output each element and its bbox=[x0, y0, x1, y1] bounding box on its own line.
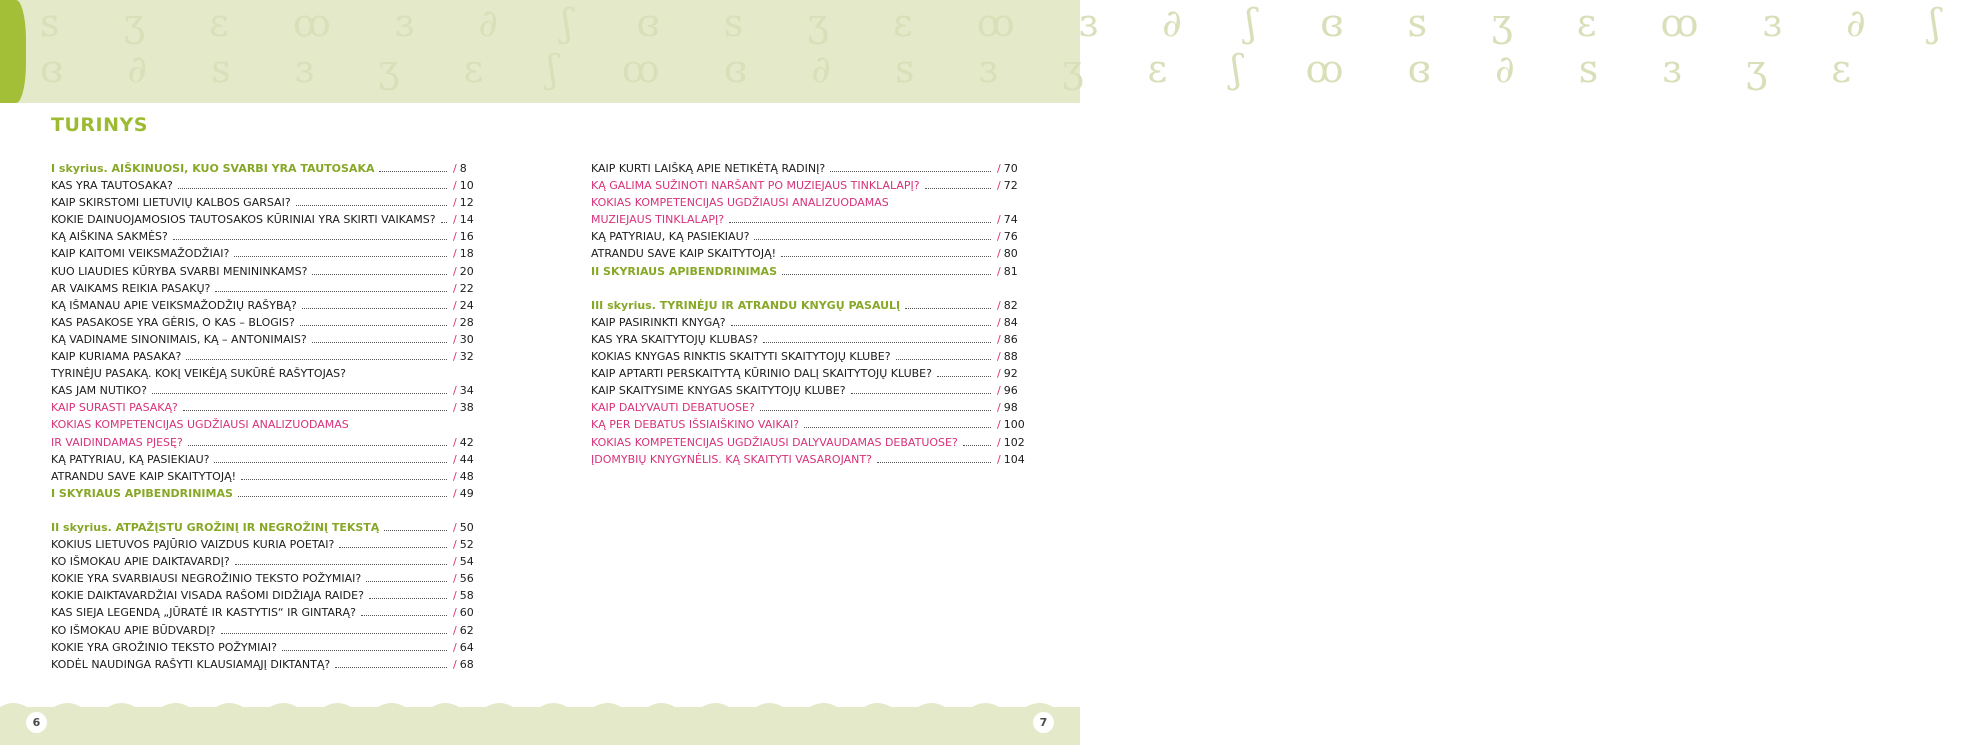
toc-page-number bbox=[997, 263, 1025, 280]
page-number-value: 86 bbox=[1003, 332, 1018, 346]
page-number-value: 64 bbox=[459, 640, 474, 654]
page-number-value: 104 bbox=[1003, 452, 1025, 466]
page-separator: / bbox=[453, 589, 457, 603]
page-number-value: 30 bbox=[459, 332, 474, 346]
toc-entry-title: KĄ VADINAME SINONIMAIS, KĄ – ANTONIMAIS? bbox=[51, 332, 307, 346]
toc-entry[interactable] bbox=[591, 297, 1025, 314]
page-number-value: 56 bbox=[459, 572, 474, 586]
toc-entry[interactable] bbox=[51, 245, 481, 262]
toc-entry[interactable] bbox=[51, 604, 481, 621]
toc-entry[interactable] bbox=[51, 365, 481, 382]
toc-entry-title: I skyrius. AIŠKINUOSI, KUO SVARBI YRA TAUTOSAKA bbox=[51, 162, 375, 175]
toc-page-number bbox=[453, 434, 481, 451]
page-number-value: 34 bbox=[459, 384, 474, 398]
toc-dot-leader bbox=[178, 180, 447, 189]
toc-page-number bbox=[453, 331, 481, 348]
toc-page-number bbox=[453, 160, 481, 177]
toc-page-number bbox=[453, 485, 481, 502]
toc-page-number bbox=[997, 160, 1025, 177]
toc-entry-title: KAIP KURIAMA PASAKA? bbox=[51, 350, 182, 364]
page-number-value: 74 bbox=[1003, 213, 1018, 227]
toc-entry[interactable] bbox=[51, 348, 481, 365]
toc-entry[interactable] bbox=[51, 656, 481, 673]
page-separator: / bbox=[453, 640, 457, 654]
page-separator: / bbox=[453, 435, 457, 449]
toc-entry-title: KĄ PATYRIAU, KĄ PASIEKIAU? bbox=[591, 230, 750, 244]
page-separator: / bbox=[997, 315, 1001, 329]
toc-dot-leader bbox=[754, 231, 991, 240]
toc-page-number bbox=[997, 434, 1025, 451]
toc-entry-title: KOKIUS LIETUVOS PAJŪRIO VAIZDUS KURIA POETAI? bbox=[51, 538, 335, 552]
toc-entry-title: KAS YRA SKAITYTOJŲ KLUBAS? bbox=[591, 332, 759, 346]
toc-entry-title: KAIP SURASTI PASAKĄ? bbox=[51, 401, 178, 415]
page-separator: / bbox=[453, 315, 457, 329]
page-separator: / bbox=[453, 350, 457, 364]
toc-entry[interactable] bbox=[591, 416, 1025, 433]
page-number-value: 44 bbox=[459, 452, 474, 466]
toc-left-column bbox=[51, 160, 481, 673]
toc-dot-leader bbox=[234, 248, 447, 257]
page-separator: / bbox=[453, 332, 457, 346]
toc-entry[interactable] bbox=[51, 228, 481, 245]
toc-entry[interactable] bbox=[51, 536, 481, 553]
page-number-value: 24 bbox=[459, 298, 474, 312]
toc-entry[interactable] bbox=[591, 399, 1025, 416]
page-number-value: 96 bbox=[1003, 384, 1018, 398]
toc-dot-leader bbox=[241, 471, 447, 480]
toc-entry[interactable] bbox=[51, 399, 481, 416]
toc-dot-leader bbox=[963, 437, 991, 446]
page-separator: / bbox=[453, 179, 457, 193]
chapter-side-tab bbox=[0, 0, 26, 103]
page-number-value: 12 bbox=[459, 196, 474, 210]
toc-page-number bbox=[453, 536, 481, 553]
page-separator: / bbox=[453, 247, 457, 261]
toc-entry-title: AR VAIKAMS REIKIA PASAKŲ? bbox=[51, 281, 211, 295]
toc-entry-title: ATRANDU SAVE KAIP SKAITYTOJĄ! bbox=[51, 469, 237, 483]
page-separator: / bbox=[997, 401, 1001, 415]
toc-page-number bbox=[997, 365, 1025, 382]
toc-page-number bbox=[997, 228, 1025, 245]
page-separator: / bbox=[453, 606, 457, 620]
toc-page-number bbox=[453, 519, 481, 536]
toc-dot-leader bbox=[896, 351, 991, 360]
toc-page-number bbox=[997, 399, 1025, 416]
toc-entry-title: KO IŠMOKAU APIE DAIKTAVARDĮ? bbox=[51, 555, 230, 569]
page-separator: / bbox=[997, 418, 1001, 432]
toc-entry[interactable] bbox=[591, 314, 1025, 331]
toc-page-number bbox=[453, 314, 481, 331]
toc-dot-leader bbox=[851, 385, 991, 394]
toc-dot-leader bbox=[186, 351, 447, 360]
toc-page-number bbox=[997, 382, 1025, 399]
toc-page-number bbox=[453, 297, 481, 314]
toc-entry[interactable] bbox=[51, 622, 481, 639]
toc-dot-leader bbox=[173, 231, 447, 240]
page-number-value: 76 bbox=[1003, 230, 1018, 244]
toc-entry-title: KĄ PER DEBATUS IŠSIAIŠKINO VAIKAI? bbox=[591, 418, 800, 432]
page-number-value: 80 bbox=[1003, 247, 1018, 261]
toc-entry-title: ĮDOMYBIŲ KNYGYNĖLIS. KĄ SKAITYTI VASAROJANT? bbox=[591, 452, 872, 466]
page-separator: / bbox=[453, 298, 457, 312]
page-separator: / bbox=[997, 350, 1001, 364]
toc-dot-leader bbox=[282, 642, 447, 651]
page-separator: / bbox=[997, 332, 1001, 346]
toc-dot-leader bbox=[214, 454, 447, 463]
toc-entry[interactable] bbox=[51, 485, 481, 502]
page-separator: / bbox=[997, 264, 1001, 278]
page-number-value: 100 bbox=[1003, 418, 1025, 432]
page-separator: / bbox=[453, 196, 457, 210]
toc-entry[interactable] bbox=[51, 451, 481, 468]
page-number-value: 42 bbox=[459, 435, 474, 449]
toc-page-number bbox=[453, 553, 481, 570]
toc-page-number bbox=[453, 382, 481, 399]
toc-entry-title: KĄ GALIMA SUŽINOTI NARŠANT PO MUZIEJAUS TINKLALAPĮ? bbox=[591, 179, 920, 193]
toc-page-number bbox=[453, 177, 481, 194]
toc-dot-leader bbox=[354, 419, 447, 428]
page-separator: / bbox=[453, 469, 457, 483]
page-number-value: 14 bbox=[459, 213, 474, 227]
toc-dot-leader bbox=[339, 539, 447, 548]
page-separator: / bbox=[997, 213, 1001, 227]
toc-dot-leader bbox=[731, 317, 991, 326]
toc-dot-leader bbox=[830, 163, 991, 172]
toc-dot-leader bbox=[804, 419, 991, 428]
toc-dot-leader bbox=[782, 266, 991, 275]
toc-entry-title: KAS JAM NUTIKO? bbox=[51, 384, 147, 398]
toc-entry[interactable] bbox=[591, 245, 1025, 262]
toc-dot-leader bbox=[296, 197, 447, 206]
page-separator: / bbox=[453, 230, 457, 244]
page-number-value: 18 bbox=[459, 247, 474, 261]
page-number-value: 98 bbox=[1003, 401, 1018, 415]
toc-entry-title: KOKIAS KNYGAS RINKTIS SKAITYTI SKAITYTOJŲ KLUBE? bbox=[591, 350, 891, 364]
toc-entry-title: KOKIAS KOMPETENCIJAS UGDŽIAUSI ANALIZUODAMAS bbox=[591, 196, 889, 210]
toc-page-number bbox=[453, 348, 481, 365]
page-number-value: 16 bbox=[459, 230, 474, 244]
toc-entry-title: KOKIAS KOMPETENCIJAS UGDŽIAUSI DALYVAUDAMAS DEBATUOSE? bbox=[591, 435, 958, 449]
page-number-value: 10 bbox=[459, 179, 474, 193]
page-number-value: 58 bbox=[459, 589, 474, 603]
toc-dot-leader bbox=[188, 437, 447, 446]
toc-page-number bbox=[997, 416, 1025, 433]
toc-page-number bbox=[997, 314, 1025, 331]
toc-dot-leader bbox=[183, 402, 447, 411]
toc-dot-leader bbox=[302, 300, 447, 309]
toc-entry[interactable] bbox=[591, 211, 1025, 228]
toc-dot-leader bbox=[729, 214, 991, 223]
toc-entry-title: KOKIE YRA GROŽINIO TEKSTO POŽYMIAI? bbox=[51, 640, 277, 654]
toc-page-number bbox=[453, 587, 481, 604]
toc-dot-leader bbox=[235, 556, 447, 565]
toc-page-number bbox=[453, 280, 481, 297]
toc-page-number bbox=[997, 331, 1025, 348]
toc-page-number bbox=[453, 194, 481, 211]
toc-dot-leader bbox=[760, 402, 991, 411]
toc-entry[interactable] bbox=[51, 434, 481, 451]
toc-entry[interactable] bbox=[51, 570, 481, 587]
toc-entry[interactable] bbox=[591, 434, 1025, 451]
page-title: TURINYS bbox=[51, 114, 148, 136]
page-separator: / bbox=[453, 384, 457, 398]
page-number-value: 28 bbox=[459, 315, 474, 329]
page-number-value: 92 bbox=[1003, 367, 1018, 381]
toc-entry[interactable] bbox=[51, 211, 481, 228]
toc-page-number bbox=[453, 639, 481, 656]
toc-page-number bbox=[453, 656, 481, 673]
page-separator: / bbox=[997, 384, 1001, 398]
toc-entry-title: KOKIE YRA SVARBIAUSI NEGROŽINIO TEKSTO POŽYMIAI? bbox=[51, 572, 362, 586]
page-number-value: 50 bbox=[459, 520, 474, 534]
toc-dot-leader bbox=[361, 607, 447, 616]
toc-entry-title: KĄ IŠMANAU APIE VEIKSMAŽODŽIŲ RAŠYBĄ? bbox=[51, 298, 297, 312]
page-separator: / bbox=[453, 264, 457, 278]
page-number-value: 54 bbox=[459, 555, 474, 569]
toc-spacer bbox=[51, 502, 481, 519]
toc-entry[interactable] bbox=[51, 382, 481, 399]
toc-page-number bbox=[997, 177, 1025, 194]
toc-entry[interactable] bbox=[591, 194, 1025, 211]
toc-dot-leader bbox=[905, 300, 991, 309]
toc-page-number bbox=[997, 348, 1025, 365]
toc-page-number bbox=[453, 263, 481, 280]
page-number-value: 88 bbox=[1003, 350, 1018, 364]
toc-entry-title: TYRINĖJU PASAKĄ. KOKĮ VEIKĖJĄ SUKŪRĖ RAŠYTOJAS? bbox=[51, 367, 346, 381]
page-separator: / bbox=[453, 281, 457, 295]
toc-entry-title: KĄ AIŠKINA SAKMĖS? bbox=[51, 230, 168, 244]
toc-entry-title: II SKYRIAUS APIBENDRINIMAS bbox=[591, 264, 777, 278]
toc-page-number bbox=[997, 297, 1025, 314]
page-separator: / bbox=[997, 298, 1001, 312]
toc-page-number bbox=[453, 228, 481, 245]
page-number-value: 48 bbox=[459, 469, 474, 483]
toc-dot-leader bbox=[215, 283, 447, 292]
toc-entry[interactable] bbox=[51, 587, 481, 604]
toc-page-number bbox=[997, 211, 1025, 228]
toc-dot-leader bbox=[379, 163, 447, 172]
page-separator: / bbox=[997, 247, 1001, 261]
toc-page-number bbox=[997, 245, 1025, 262]
page-number-value: 81 bbox=[1003, 264, 1018, 278]
page-number-right: 7 bbox=[1033, 712, 1054, 733]
page-number-value: 70 bbox=[1003, 162, 1018, 175]
page-separator: / bbox=[997, 452, 1001, 466]
toc-dot-leader bbox=[781, 248, 991, 257]
toc-entry[interactable] bbox=[51, 314, 481, 331]
toc-entry[interactable] bbox=[591, 365, 1025, 382]
toc-dot-leader bbox=[369, 590, 447, 599]
page-separator: / bbox=[453, 520, 457, 534]
toc-entry-title: KOKIAS KOMPETENCIJAS UGDŽIAUSI ANALIZUODAMAS bbox=[51, 418, 349, 432]
toc-entry[interactable] bbox=[51, 263, 481, 280]
toc-page-number bbox=[453, 211, 481, 228]
page-separator: / bbox=[997, 179, 1001, 193]
page-separator: / bbox=[453, 572, 457, 586]
top-decorative-band bbox=[0, 0, 1966, 103]
toc-entry-title: KAS PASAKOSE YRA GĖRIS, O KAS – BLOGIS? bbox=[51, 315, 295, 329]
page-separator: / bbox=[453, 452, 457, 466]
toc-dot-leader bbox=[384, 522, 447, 531]
page-separator: / bbox=[997, 162, 1001, 175]
page-number-value: 82 bbox=[1003, 298, 1018, 312]
toc-dot-leader bbox=[221, 625, 447, 634]
toc-entry[interactable] bbox=[591, 263, 1025, 280]
toc-entry-title: II skyrius. ATPAŽĮSTU GROŽINĮ IR NEGROŽINĮ TEKSTĄ bbox=[51, 520, 380, 534]
toc-entry-title: III skyrius. TYRINĖJU IR ATRANDU KNYGŲ PASAULĮ bbox=[591, 298, 901, 312]
toc-page-number bbox=[453, 622, 481, 639]
toc-entry-title: KAIP KURTI LAIŠKĄ APIE NETIKĖTĄ RADINĮ? bbox=[591, 162, 826, 175]
page-number-value: 32 bbox=[459, 350, 474, 364]
toc-entry-title: I SKYRIAUS APIBENDRINIMAS bbox=[51, 486, 233, 500]
toc-dot-leader bbox=[300, 317, 447, 326]
page-separator: / bbox=[997, 367, 1001, 381]
toc-dot-leader bbox=[877, 454, 991, 463]
toc-entry[interactable] bbox=[51, 416, 481, 433]
toc-dot-leader bbox=[335, 659, 447, 668]
toc-page-number bbox=[453, 399, 481, 416]
toc-dot-leader bbox=[312, 334, 447, 343]
page-number-value: 72 bbox=[1003, 179, 1018, 193]
page-separator: / bbox=[453, 401, 457, 415]
toc-entry-title: KOKIE DAIKTAVARDŽIAI VISADA RAŠOMI DIDŽIĄJA RAIDE? bbox=[51, 589, 364, 603]
toc-entry[interactable] bbox=[51, 553, 481, 570]
bottom-decorative-band bbox=[0, 707, 1080, 745]
toc-entry-title: KAS YRA TAUTOSAKA? bbox=[51, 179, 173, 193]
page-number-value: 20 bbox=[459, 264, 474, 278]
toc-dot-leader bbox=[441, 214, 447, 223]
toc-dot-leader bbox=[937, 368, 991, 377]
toc-entry[interactable] bbox=[51, 468, 481, 485]
toc-entry[interactable] bbox=[51, 177, 481, 194]
toc-entry[interactable] bbox=[591, 451, 1025, 468]
page-number-value: 68 bbox=[459, 657, 474, 671]
toc-entry-title: KAIP APTARTI PERSKAITYTĄ KŪRINIO DALĮ SKAITYTOJŲ KLUBE? bbox=[591, 367, 932, 381]
page-number-value: 102 bbox=[1003, 435, 1025, 449]
page-number-value: 38 bbox=[459, 401, 474, 415]
toc-entry-title: KUO LIAUDIES KŪRYBA SVARBI MENININKAMS? bbox=[51, 264, 308, 278]
toc-dot-leader bbox=[366, 573, 447, 582]
toc-entry[interactable] bbox=[51, 160, 481, 177]
toc-entry[interactable] bbox=[51, 639, 481, 656]
toc-entry[interactable] bbox=[51, 280, 481, 297]
toc-dot-leader bbox=[152, 385, 447, 394]
toc-page-number bbox=[453, 604, 481, 621]
toc-entry-title: KODĖL NAUDINGA RAŠYTI KLAUSIAMĄJĮ DIKTANTĄ? bbox=[51, 657, 331, 671]
toc-page-number bbox=[453, 451, 481, 468]
toc-entry[interactable] bbox=[591, 382, 1025, 399]
page-separator: / bbox=[453, 657, 457, 671]
toc-page-number bbox=[453, 570, 481, 587]
toc-entry[interactable] bbox=[51, 519, 481, 536]
toc-entry[interactable] bbox=[591, 160, 1025, 177]
toc-dot-leader bbox=[925, 180, 991, 189]
page-number-value: 84 bbox=[1003, 315, 1018, 329]
page-separator: / bbox=[453, 213, 457, 227]
toc-entry-title: KAIP SKIRSTOMI LIETUVIŲ KALBOS GARSAI? bbox=[51, 196, 291, 210]
page-separator: / bbox=[997, 435, 1001, 449]
toc-entry-title: KOKIE DAINUOJAMOSIOS TAUTOSAKOS KŪRINIAI YRA SKIRTI VAIKAMS? bbox=[51, 213, 436, 227]
toc-dot-leader bbox=[351, 368, 447, 377]
letter-pattern-background: ꜱ ʒ ɛ ꝏ ɜ ∂ ʃ ɞ ꜱ ʒ ɛ ꝏ ɜ ∂ ʃ ɞ ꜱ ʒ ɛ ꝏ ɜ ∂ ʃ ɞ ∂ ꜱ ɜ ʒ ɛ ʃ ꝏ ɞ ∂ ꜱ ɜ ʒ ɛ ʃ ꝏ ɞ ∂ ꜱ ɜ ʒ ɛ bbox=[40, 1, 1966, 91]
page-separator: / bbox=[453, 623, 457, 637]
toc-entry-title: IR VAIDINDAMAS PJESĘ? bbox=[51, 435, 183, 449]
toc-dot-leader bbox=[763, 334, 991, 343]
page-number-value: 52 bbox=[459, 538, 474, 552]
page-separator: / bbox=[453, 486, 457, 500]
toc-entry[interactable] bbox=[591, 177, 1025, 194]
page-separator: / bbox=[453, 538, 457, 552]
toc-right-column bbox=[591, 160, 1025, 468]
toc-entry-title: ATRANDU SAVE KAIP SKAITYTOJĄ! bbox=[591, 247, 777, 261]
toc-entry-title: KAIP DALYVAUTI DEBATUOSE? bbox=[591, 401, 755, 415]
page-number-value: 22 bbox=[459, 281, 474, 295]
toc-entry-title: KAIP SKAITYSIME KNYGAS SKAITYTOJŲ KLUBE? bbox=[591, 384, 846, 398]
toc-dot-leader bbox=[238, 488, 447, 497]
toc-entry[interactable] bbox=[591, 228, 1025, 245]
toc-spacer bbox=[591, 280, 1025, 297]
toc-page-number bbox=[453, 245, 481, 262]
page-number-value: 60 bbox=[459, 606, 474, 620]
toc-entry[interactable] bbox=[51, 297, 481, 314]
toc-page-number bbox=[997, 451, 1025, 468]
page-number-value: 62 bbox=[459, 623, 474, 637]
page-separator: / bbox=[453, 555, 457, 569]
toc-dot-leader bbox=[312, 266, 447, 275]
toc-entry[interactable] bbox=[591, 331, 1025, 348]
toc-entry[interactable] bbox=[591, 348, 1025, 365]
toc-entry[interactable] bbox=[51, 331, 481, 348]
page-number-value: 8 bbox=[459, 162, 467, 175]
page-separator: / bbox=[997, 230, 1001, 244]
toc-entry-title: KAS SIEJA LEGENDĄ „JŪRATĖ IR KASTYTIS“ IR GINTARĄ? bbox=[51, 606, 356, 620]
toc-dot-leader bbox=[894, 197, 991, 206]
toc-entry-title: MUZIEJAUS TINKLALAPĮ? bbox=[591, 213, 725, 227]
toc-entry-title: KAIP KAITOMI VEIKSMAŽODŽIAI? bbox=[51, 247, 230, 261]
page-separator: / bbox=[453, 162, 457, 175]
toc-entry-title: KO IŠMOKAU APIE BŪDVARDĮ? bbox=[51, 623, 216, 637]
toc-entry-title: KAIP PASIRINKTI KNYGĄ? bbox=[591, 315, 726, 329]
toc-entry-title: KĄ PATYRIAU, KĄ PASIEKIAU? bbox=[51, 452, 210, 466]
page-number-left: 6 bbox=[26, 712, 47, 733]
toc-entry[interactable] bbox=[51, 194, 481, 211]
toc-page-number bbox=[453, 468, 481, 485]
page-number-value: 49 bbox=[459, 486, 474, 500]
